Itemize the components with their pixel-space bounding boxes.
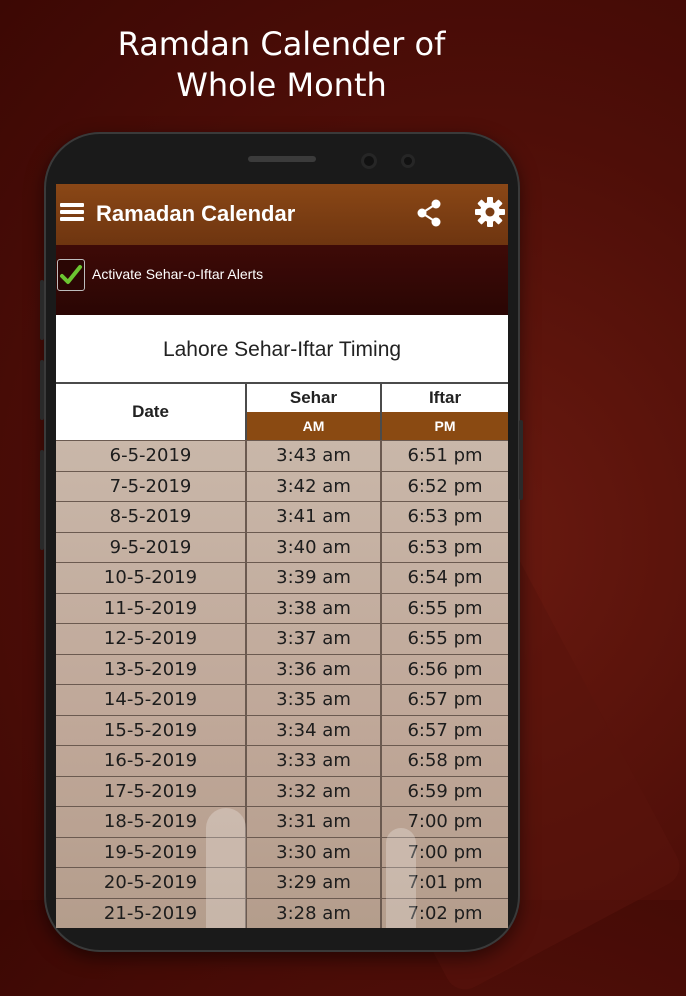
iftar-time-cell: 6:56 pm — [407, 658, 483, 680]
sehar-time-cell: 3:37 am — [247, 624, 382, 654]
table-title: Lahore Sehar-Iftar Timing — [56, 315, 508, 382]
table-row — [56, 867, 508, 898]
sehar-column-header — [247, 384, 382, 440]
sehar-time-cell: 3:41 am — [247, 502, 382, 532]
phone-side-button — [40, 360, 44, 420]
sehar-time-cell: 3:32 am — [247, 777, 382, 807]
table-row — [56, 837, 508, 868]
sehar-time-cell: 3:34 am — [247, 716, 382, 746]
sehar-time-cell: 3:42 am — [247, 472, 382, 502]
date-cell: 13-5-2019 — [56, 655, 247, 685]
table-row — [56, 440, 508, 471]
date-cell: 9-5-2019 — [56, 533, 247, 563]
promo-headline-line1: Ramdan Calender of — [117, 25, 446, 63]
table-row — [56, 776, 508, 807]
promo-headline-line2: Whole Month — [176, 66, 387, 104]
phone-sensor — [404, 157, 412, 165]
phone-speaker — [248, 156, 316, 162]
table-row — [56, 806, 508, 837]
sehar-time-cell: 3:31 am — [247, 807, 382, 837]
date-cell: 21-5-2019 — [56, 899, 247, 929]
sehar-header-label: Sehar — [289, 388, 338, 407]
table-row — [56, 684, 508, 715]
app-screen — [56, 184, 508, 924]
table-row — [56, 532, 508, 563]
iftar-time-cell: 6:55 pm — [407, 597, 483, 619]
iftar-header-label: Iftar — [428, 388, 462, 407]
date-cell: 12-5-2019 — [56, 624, 247, 654]
iftar-time-cell: 6:57 pm — [407, 719, 483, 741]
iftar-time-cell: 7:02 pm — [407, 902, 483, 924]
sehar-time-cell: 3:36 am — [247, 655, 382, 685]
iftar-column-header — [382, 384, 508, 440]
iftar-time-cell: 7:00 pm — [407, 811, 483, 832]
alerts-bar — [56, 245, 508, 315]
iftar-time-cell: 7:01 pm — [407, 872, 483, 893]
phone-power-button — [519, 420, 523, 500]
table-row — [56, 745, 508, 776]
table-row — [56, 623, 508, 654]
iftar-time-cell: 6:54 pm — [407, 567, 483, 588]
sehar-unit-label: AM — [247, 412, 380, 440]
alerts-checkbox[interactable] — [57, 259, 85, 291]
date-cell: 16-5-2019 — [56, 746, 247, 776]
phone-side-button — [40, 450, 44, 550]
table-row — [56, 562, 508, 593]
sehar-time-cell: 3:43 am — [247, 441, 382, 471]
share-icon[interactable] — [416, 198, 444, 228]
sehar-time-cell: 3:30 am — [247, 838, 382, 868]
date-cell: 17-5-2019 — [56, 777, 247, 807]
date-cell: 7-5-2019 — [56, 472, 247, 502]
date-cell: 18-5-2019 — [56, 807, 247, 837]
iftar-unit-label: PM — [382, 412, 508, 440]
phone-camera — [364, 156, 374, 166]
iftar-time-cell: 6:55 pm — [407, 628, 483, 649]
settings-gear-icon[interactable] — [474, 196, 506, 228]
iftar-time-cell: 6:57 pm — [407, 689, 483, 710]
table-header — [56, 382, 508, 440]
date-cell: 8-5-2019 — [56, 502, 247, 532]
table-row — [56, 593, 508, 624]
iftar-time-cell: 6:51 pm — [407, 445, 483, 466]
sehar-time-cell: 3:38 am — [247, 594, 382, 624]
sehar-time-cell: 3:35 am — [247, 685, 382, 715]
iftar-time-cell: 6:53 pm — [407, 506, 483, 527]
iftar-time-cell: 6:53 pm — [407, 536, 483, 558]
promo-headline — [0, 24, 563, 106]
app-bar — [56, 184, 508, 245]
sehar-time-cell: 3:33 am — [247, 746, 382, 776]
date-column-header: Date — [56, 384, 247, 440]
timing-table-body[interactable] — [56, 440, 508, 928]
sehar-time-cell: 3:39 am — [247, 563, 382, 593]
date-cell: 6-5-2019 — [56, 441, 247, 471]
app-title: Ramadan Calendar — [96, 201, 296, 226]
sehar-time-cell: 3:29 am — [247, 868, 382, 898]
table-row — [56, 715, 508, 746]
date-cell: 14-5-2019 — [56, 685, 247, 715]
date-cell: 15-5-2019 — [56, 716, 247, 746]
mosque-silhouette — [206, 808, 246, 928]
date-cell: 11-5-2019 — [56, 594, 247, 624]
table-row — [56, 501, 508, 532]
table-row — [56, 654, 508, 685]
alerts-label[interactable]: Activate Sehar-o-Iftar Alerts — [92, 266, 264, 282]
table-row — [56, 471, 508, 502]
date-cell: 20-5-2019 — [56, 868, 247, 898]
table-row — [56, 898, 508, 929]
hamburger-menu-icon[interactable] — [60, 200, 84, 226]
iftar-time-cell: 6:59 pm — [407, 780, 483, 802]
iftar-time-cell: 6:52 pm — [407, 475, 483, 497]
phone-side-button — [40, 280, 44, 340]
iftar-time-cell: 6:58 pm — [407, 750, 483, 771]
mosque-silhouette — [386, 828, 416, 928]
iftar-time-cell: 7:00 pm — [407, 841, 483, 863]
sehar-time-cell: 3:40 am — [247, 533, 382, 563]
date-cell: 19-5-2019 — [56, 838, 247, 868]
sehar-time-cell: 3:28 am — [247, 899, 382, 929]
date-cell: 10-5-2019 — [56, 563, 247, 593]
